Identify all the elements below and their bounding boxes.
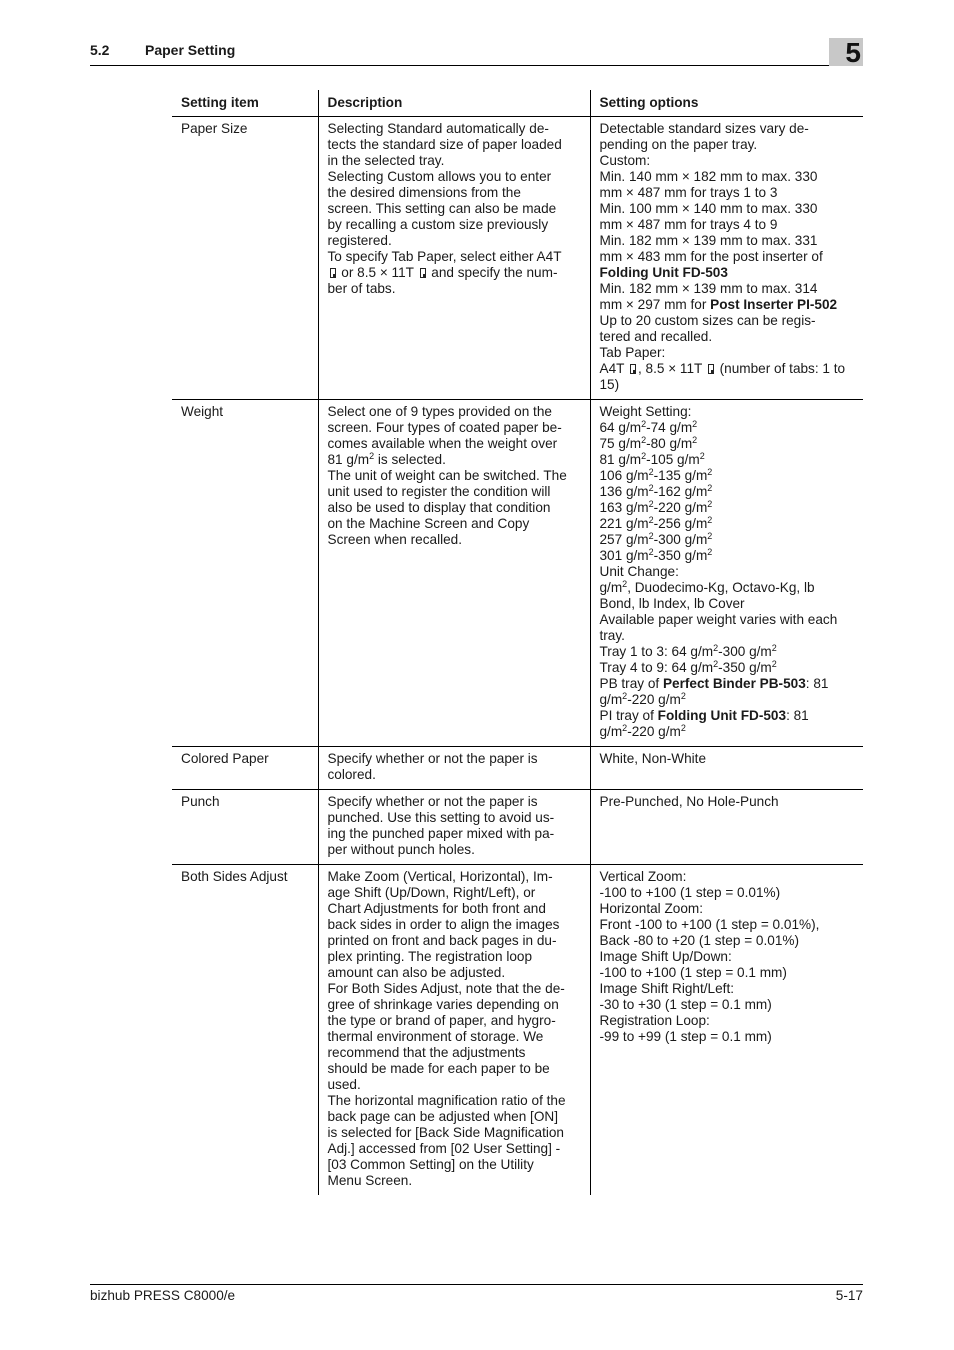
opt-text: 75 g/m	[599, 436, 642, 451]
footer-model: bizhub PRESS C8000/e	[90, 1288, 236, 1303]
desc-line: is selected for [Back Side Magnification	[327, 1125, 564, 1140]
desc-tab-a: or 8.5 × 11T	[341, 265, 414, 280]
opt-line	[600, 708, 856, 724]
opt-line: Up to 20 custom sizes can be regis-	[599, 313, 816, 328]
opt-text: -256 g/m	[653, 516, 708, 531]
opt-line	[600, 265, 856, 281]
weight-range	[600, 452, 856, 468]
superscript: 2	[707, 499, 713, 509]
options-both-sides-adjust	[590, 865, 863, 1196]
superscript: 2	[648, 499, 654, 509]
opt-text: -105 g/m	[646, 452, 700, 467]
opt-line: Registration Loop:	[599, 1013, 710, 1028]
weight-range	[600, 484, 856, 500]
options-colored-paper: White, Non-White	[590, 747, 863, 790]
desc-line: Selecting Standard automatically de-	[327, 121, 549, 136]
opt-text: -162 g/m	[653, 484, 708, 499]
superscript: 2	[648, 467, 654, 477]
item-punch: Punch	[172, 790, 318, 865]
desc-line: For Both Sides Adjust, note that the de-	[327, 981, 565, 996]
opt-line: Unit Change:	[599, 564, 679, 579]
desc-line: ber of tabs.	[327, 281, 396, 296]
opt-line: Min. 100 mm × 140 mm to max. 330	[599, 201, 818, 216]
opt-text: -220 g/m	[627, 724, 681, 739]
desc-line: ing the punched paper mixed with pa-	[327, 826, 555, 841]
opt-line: Horizontal Zoom:	[599, 901, 703, 916]
opt-line: Min. 182 mm × 139 mm to max. 331	[599, 233, 818, 248]
desc-line: thermal environment of storage. We	[327, 1029, 544, 1044]
desc-line: comes available when the weight over	[327, 436, 558, 451]
superscript: 2	[622, 579, 628, 589]
table-row-punch	[172, 790, 863, 865]
superscript: 2	[622, 723, 628, 733]
superscript: 2	[771, 659, 777, 669]
opt-line: pending on the paper tray.	[599, 137, 758, 152]
superscript: 2	[648, 531, 654, 541]
opt-text: -350 g/m	[718, 660, 772, 675]
weight-range	[600, 436, 856, 452]
tab-paper-icon	[708, 364, 714, 374]
options-paper-size	[590, 117, 863, 400]
desc-line: per without punch holes.	[327, 842, 475, 857]
desc-line: screen. This setting can also be made	[327, 201, 557, 216]
desc-text: is selected.	[374, 452, 446, 467]
superscript: 2	[707, 515, 713, 525]
opt-text: -74 g/m	[646, 420, 693, 435]
superscript: 2	[771, 643, 777, 653]
opt-text: g/m	[599, 580, 623, 595]
header-setting-options: Setting options	[590, 90, 863, 117]
desc-text: 81 g/m	[327, 452, 370, 467]
weight-range	[600, 468, 856, 484]
opt-line: Image Shift Right/Left:	[599, 981, 734, 996]
opt-line	[600, 297, 856, 313]
superscript: 2	[713, 643, 719, 653]
opt-line: Min. 140 mm × 182 mm to max. 330	[599, 169, 818, 184]
desc-line: The horizontal magnification ratio of the	[327, 1093, 566, 1108]
opt-line: Front -100 to +100 (1 step = 0.01%),	[599, 917, 820, 932]
opt-text: g/m	[599, 724, 623, 739]
opt-line: Min. 182 mm × 139 mm to max. 314	[599, 281, 818, 296]
opt-text: : 81	[786, 708, 809, 723]
page-footer	[90, 1284, 863, 1305]
opt-text: -220 g/m	[653, 500, 708, 515]
opt-text: 257 g/m	[599, 532, 649, 547]
desc-line: tects the standard size of paper loaded	[327, 137, 562, 152]
opt-line: tray.	[599, 628, 625, 643]
page-header	[90, 38, 863, 66]
opt-line: mm × 483 mm for the post inserter of	[599, 249, 823, 264]
item-paper-size: Paper Size	[172, 117, 318, 400]
desc-line: gree of shrinkage varies depending on	[327, 997, 559, 1012]
desc-line: registered.	[327, 233, 392, 248]
opt-text: g/m	[599, 692, 623, 707]
opt-text: , Duodecimo-Kg, Octavo-Kg, lb	[627, 580, 815, 595]
table-row-paper-size	[172, 117, 863, 400]
opt-line: tered and recalled.	[599, 329, 713, 344]
desc-line	[328, 265, 582, 281]
opt-line	[600, 692, 856, 708]
opt-line: Vertical Zoom:	[599, 869, 687, 884]
opt-text: Tray 1 to 3: 64 g/m	[599, 644, 714, 659]
superscript: 2	[648, 547, 654, 557]
header-setting-item: Setting item	[172, 90, 318, 117]
desc-line: Chart Adjustments for both front and	[327, 901, 546, 916]
opt-text: -80 g/m	[646, 436, 693, 451]
desc-line: Specify whether or not the paper is	[327, 751, 538, 766]
opt-line: Custom:	[599, 153, 651, 168]
weight-range	[600, 420, 856, 436]
opt-line: -100 to +100 (1 step = 0.01%)	[599, 885, 781, 900]
opt-text: 81 g/m	[599, 452, 642, 467]
desc-paper-size	[318, 117, 590, 400]
table-row-weight	[172, 400, 863, 747]
desc-line: amount can also be adjusted.	[327, 965, 506, 980]
weight-range	[600, 532, 856, 548]
weight-range	[600, 500, 856, 516]
superscript: 2	[641, 419, 647, 429]
desc-line: Selecting Custom allows you to enter	[327, 169, 552, 184]
options-weight	[590, 400, 863, 747]
opt-line: Back -80 to +20 (1 step = 0.01%)	[599, 933, 799, 948]
chapter-badge: 5	[829, 38, 863, 66]
opt-line	[600, 644, 856, 660]
superscript: 2	[680, 691, 686, 701]
table-header-row	[172, 90, 863, 117]
opt-text: 221 g/m	[599, 516, 649, 531]
opt-line: Image Shift Up/Down:	[599, 949, 732, 964]
desc-line: Make Zoom (Vertical, Horizontal), Im-	[327, 869, 553, 884]
desc-line: on the Machine Screen and Copy	[327, 516, 530, 531]
opt-line: -100 to +100 (1 step = 0.1 mm)	[599, 965, 787, 980]
desc-line: Screen when recalled.	[327, 532, 463, 547]
weight-range	[600, 548, 856, 564]
desc-line: Adj.] accessed from [02 User Setting] -	[327, 1141, 561, 1156]
opt-line	[600, 724, 856, 740]
superscript: 2	[707, 467, 713, 477]
opt-text: -135 g/m	[653, 468, 708, 483]
weight-range	[600, 516, 856, 532]
superscript: 2	[369, 451, 375, 461]
desc-line: printed on front and back pages in du-	[327, 933, 557, 948]
desc-line: unit used to register the condition will	[327, 484, 551, 499]
settings-table	[172, 90, 863, 1195]
tab-paper-icon	[330, 268, 336, 278]
desc-line: the type or brand of paper, and hygro-	[327, 1013, 556, 1028]
superscript: 2	[648, 483, 654, 493]
desc-line: [03 Common Setting] on the Utility	[327, 1157, 534, 1172]
product-name: Perfect Binder PB-503	[662, 676, 806, 691]
tab-paper-icon	[630, 364, 636, 374]
superscript: 2	[680, 723, 686, 733]
opt-line: mm × 487 mm for trays 4 to 9	[599, 217, 778, 232]
superscript: 2	[648, 515, 654, 525]
superscript: 2	[641, 451, 647, 461]
tab-paper-icon	[420, 268, 426, 278]
superscript: 2	[699, 451, 705, 461]
superscript: 2	[713, 659, 719, 669]
opt-text: A4T	[599, 361, 625, 376]
product-name: Folding Unit FD-503	[599, 265, 728, 280]
superscript: 2	[622, 691, 628, 701]
desc-both-sides-adjust	[318, 865, 590, 1196]
opt-text: 106 g/m	[599, 468, 649, 483]
desc-line: back page can be adjusted when [ON]	[327, 1109, 558, 1124]
opt-line: -99 to +99 (1 step = 0.1 mm)	[599, 1029, 772, 1044]
section-title: Paper Setting	[145, 42, 236, 58]
product-name: Folding Unit FD-503	[657, 708, 787, 723]
desc-line: the desired dimensions from the	[327, 185, 521, 200]
desc-line: colored.	[327, 767, 376, 782]
opt-line	[600, 580, 856, 596]
opt-line: -30 to +30 (1 step = 0.1 mm)	[599, 997, 772, 1012]
opt-text: 64 g/m	[599, 420, 642, 435]
desc-colored-paper	[318, 747, 590, 790]
opt-text: 301 g/m	[599, 548, 649, 563]
opt-text: -300 g/m	[653, 532, 708, 547]
desc-line: also be used to display that condition	[327, 500, 551, 515]
opt-text: (number of tabs: 1 to	[719, 361, 846, 376]
desc-line: Specify whether or not the paper is	[327, 794, 538, 809]
opt-text: 136 g/m	[599, 484, 649, 499]
opt-line: mm × 487 mm for trays 1 to 3	[599, 185, 778, 200]
page-number: 5-17	[835, 1288, 863, 1303]
opt-line: Bond, lb Index, lb Cover	[599, 596, 745, 611]
opt-text: -350 g/m	[653, 548, 708, 563]
table-row-both-sides-adjust	[172, 865, 863, 1196]
table-row-colored-paper	[172, 747, 863, 790]
opt-text: 163 g/m	[599, 500, 649, 515]
opt-line: Available paper weight varies with each	[599, 612, 838, 627]
opt-line	[600, 660, 856, 676]
desc-line: The unit of weight can be switched. The	[327, 468, 567, 483]
superscript: 2	[692, 419, 698, 429]
opt-line: Detectable standard sizes vary de-	[599, 121, 809, 136]
desc-tab-b: and specify the num-	[431, 265, 558, 280]
opt-line: Tab Paper:	[599, 345, 666, 360]
opt-text: mm × 297 mm for	[599, 297, 711, 312]
opt-text: -300 g/m	[718, 644, 772, 659]
superscript: 2	[707, 547, 713, 557]
desc-line: by recalling a custom size previously	[327, 217, 549, 232]
desc-weight	[318, 400, 590, 747]
desc-line: age Shift (Up/Down, Right/Left), or	[327, 885, 536, 900]
superscript: 2	[707, 483, 713, 493]
desc-punch	[318, 790, 590, 865]
opt-line: 15)	[599, 377, 620, 392]
section-number: 5.2	[90, 42, 110, 58]
opt-text: PI tray of	[599, 708, 658, 723]
options-punch: Pre-Punched, No Hole-Punch	[590, 790, 863, 865]
desc-line: Menu Screen.	[327, 1173, 413, 1188]
item-both-sides-adjust: Both Sides Adjust	[181, 869, 288, 884]
superscript: 2	[707, 531, 713, 541]
desc-line: in the selected tray.	[327, 153, 445, 168]
opt-text: Tray 4 to 9: 64 g/m	[599, 660, 714, 675]
opt-line	[600, 676, 856, 692]
opt-text: PB tray of	[599, 676, 663, 691]
header-description: Description	[318, 90, 590, 117]
desc-line: back sides in order to align the images	[327, 917, 560, 932]
superscript: 2	[641, 435, 647, 445]
opt-line: Weight Setting:	[599, 404, 692, 419]
desc-line: recommend that the adjustments	[327, 1045, 526, 1060]
desc-line: screen. Four types of coated paper be-	[327, 420, 562, 435]
desc-line: should be made for each paper to be	[327, 1061, 550, 1076]
desc-line: used.	[327, 1077, 361, 1092]
item-colored-paper: Colored Paper	[172, 747, 318, 790]
desc-line: punched. Use this setting to avoid us-	[327, 810, 555, 825]
desc-line: plex printing. The registration loop	[327, 949, 533, 964]
product-name: Post Inserter PI-502	[710, 297, 838, 312]
opt-text: : 81	[805, 676, 829, 691]
item-weight: Weight	[172, 400, 318, 747]
opt-line	[600, 361, 856, 377]
opt-text: -220 g/m	[627, 692, 681, 707]
desc-line: Select one of 9 types provided on the	[327, 404, 552, 419]
opt-text: , 8.5 × 11T	[637, 361, 703, 376]
superscript: 2	[692, 435, 698, 445]
desc-line: To specify Tab Paper, select either A4T	[327, 249, 562, 264]
desc-line	[328, 452, 582, 468]
